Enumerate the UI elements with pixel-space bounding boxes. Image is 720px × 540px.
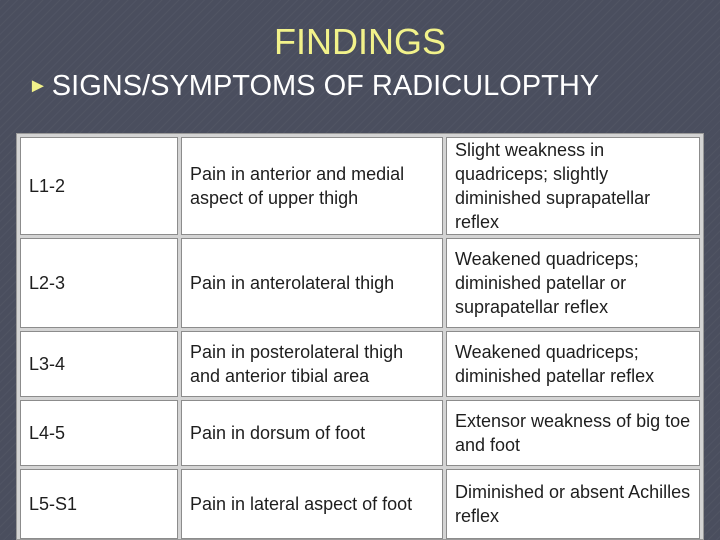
table-row bbox=[20, 137, 700, 235]
table-row bbox=[20, 331, 700, 397]
table-row bbox=[20, 400, 700, 466]
table-row bbox=[20, 469, 700, 539]
findings-table-container bbox=[16, 133, 704, 540]
pain-cell: Pain in anterolateral thigh bbox=[181, 238, 443, 328]
pain-cell: Pain in dorsum of foot bbox=[181, 400, 443, 466]
level-cell: L2-3 bbox=[20, 238, 178, 328]
slide-title: FINDINGS bbox=[273, 21, 446, 62]
level-cell: L3-4 bbox=[20, 331, 178, 397]
bullet-point bbox=[28, 68, 599, 104]
level-cell: L5-S1 bbox=[20, 469, 178, 539]
triangle-bullet-icon: ► bbox=[28, 75, 48, 97]
findings-cell: Slight weakness in quadriceps; slightly diminished suprapatellar reflex bbox=[446, 137, 700, 235]
findings-cell: Weakened quadriceps; diminished patellar reflex bbox=[446, 331, 700, 397]
level-cell: L4-5 bbox=[20, 400, 178, 466]
findings-cell: Extensor weakness of big toe and foot bbox=[446, 400, 700, 466]
level-cell: L1-2 bbox=[20, 137, 178, 235]
pain-cell: Pain in anterior and medial aspect of upper thigh bbox=[181, 137, 443, 235]
pain-cell: Pain in posterolateral thigh and anterior tibial area bbox=[181, 331, 443, 397]
table-row bbox=[20, 238, 700, 328]
pain-cell: Pain in lateral aspect of foot bbox=[181, 469, 443, 539]
findings-table bbox=[17, 134, 703, 540]
findings-cell: Diminished or absent Achilles reflex bbox=[446, 469, 700, 539]
findings-cell: Weakened quadriceps; diminished patellar or suprapatellar reflex bbox=[446, 238, 700, 328]
bullet-text: SIGNS/SYMPTOMS OF RADICULOPTHY bbox=[51, 69, 600, 102]
